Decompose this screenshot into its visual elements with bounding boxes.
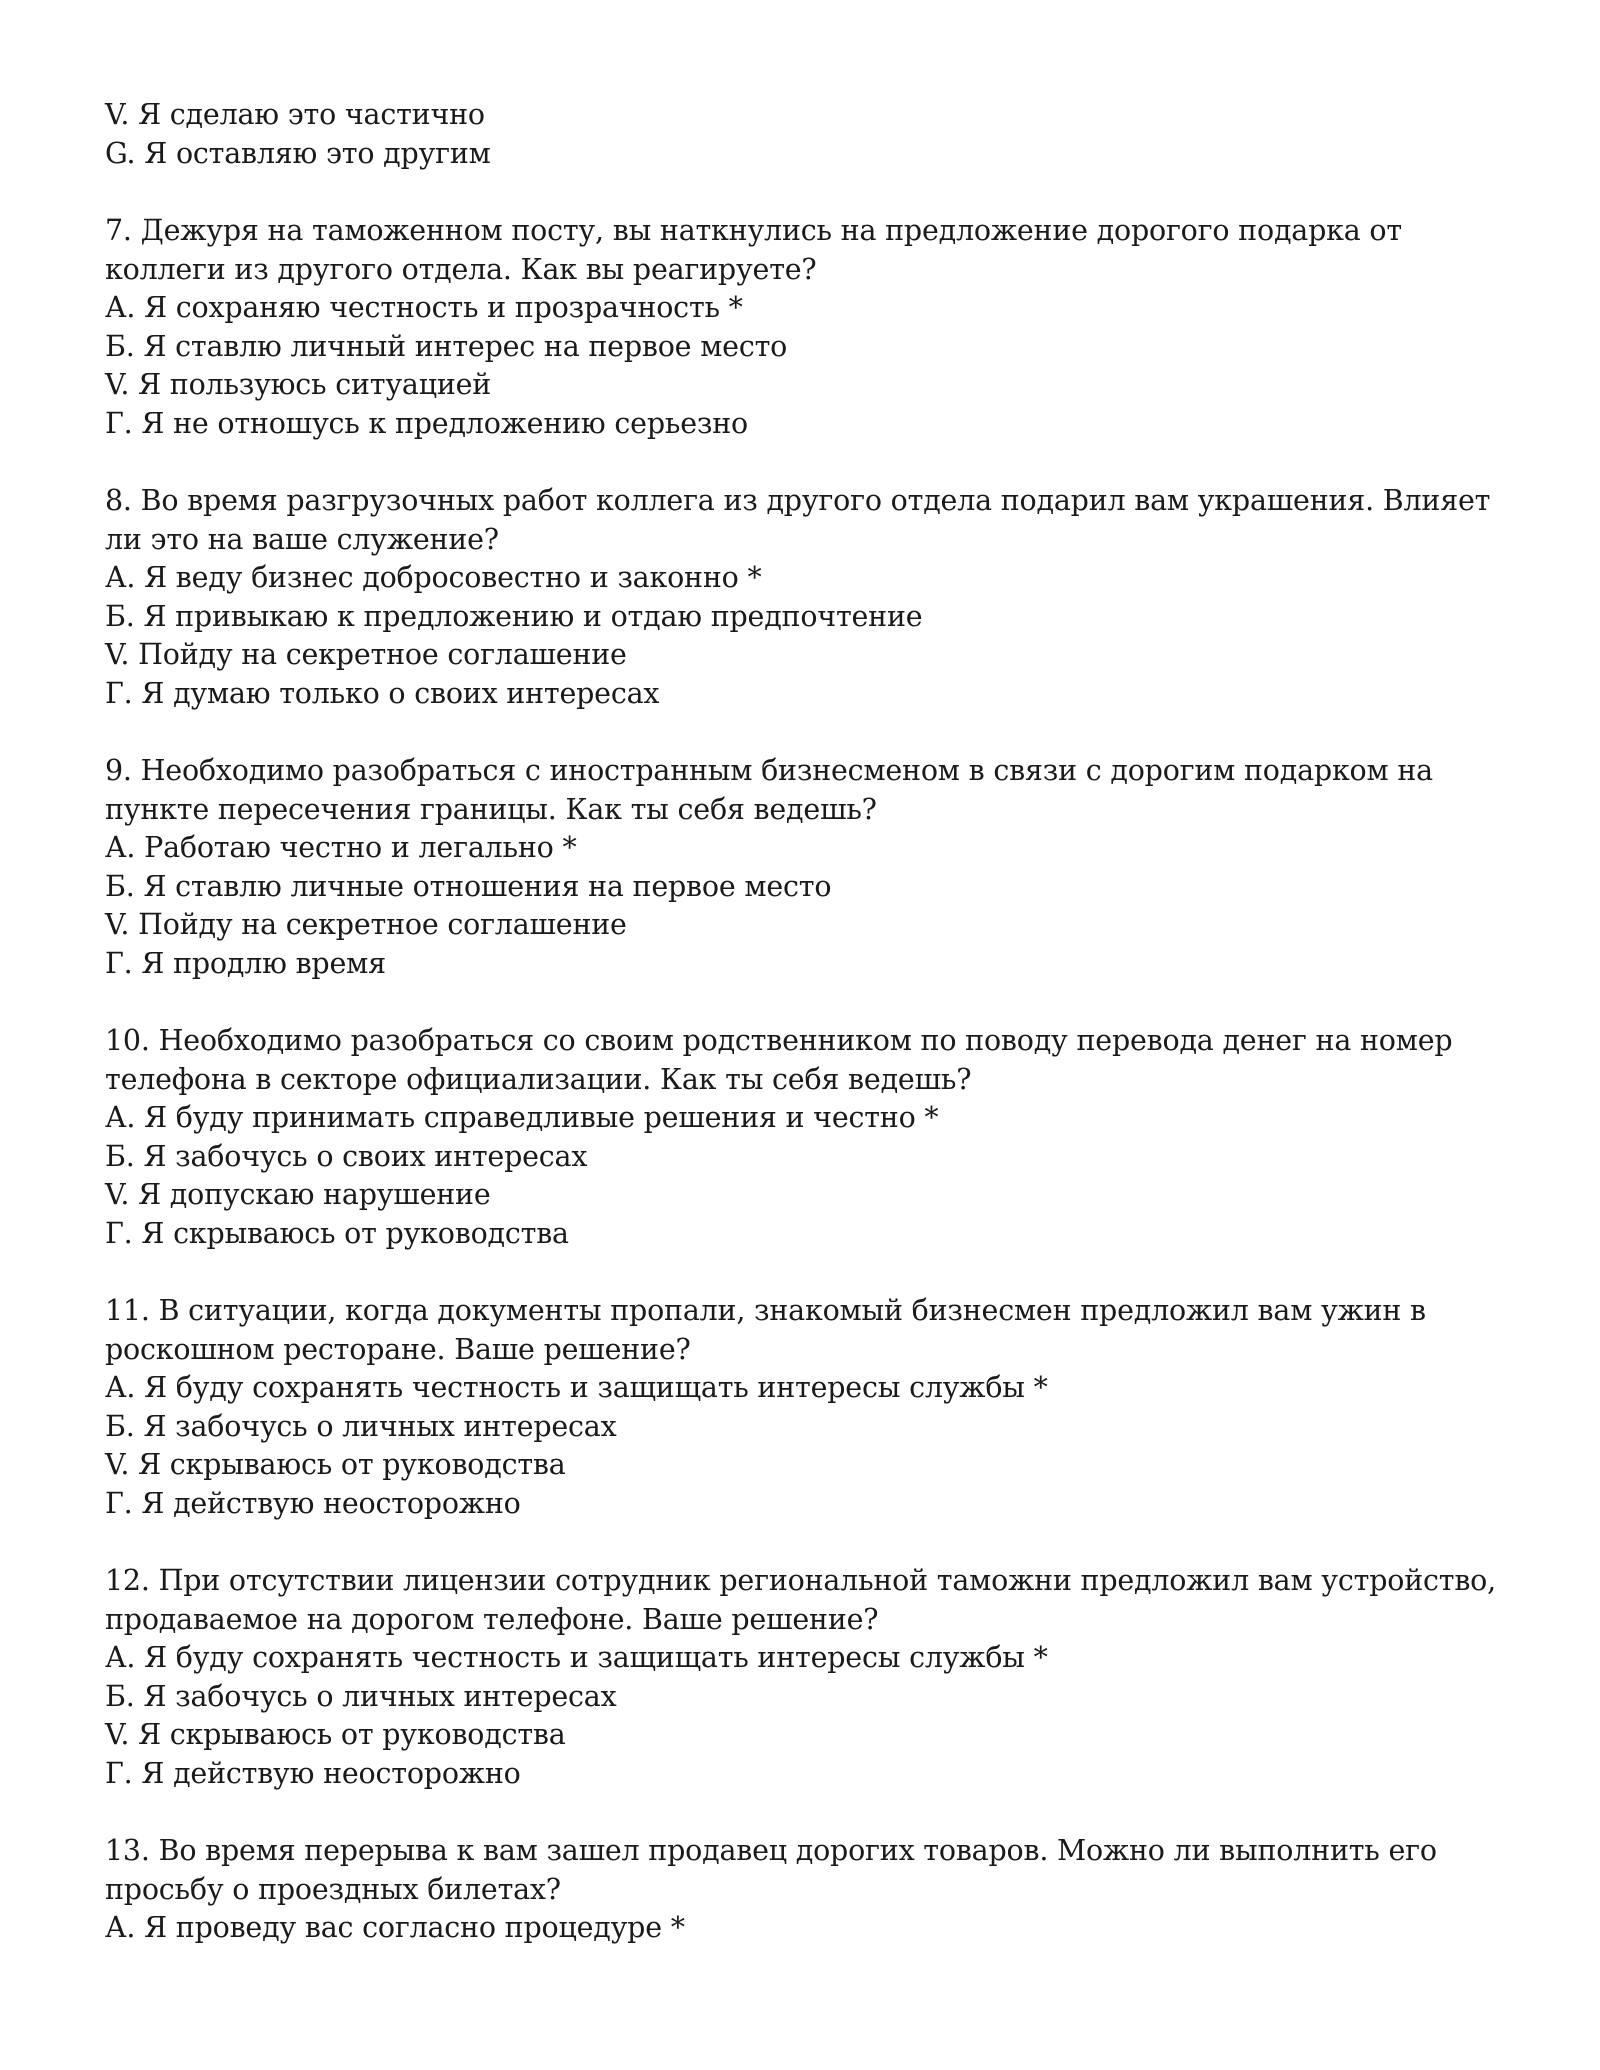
answer-option: Б. Я забочусь о личных интересах [105,1679,617,1713]
answer-option: А. Работаю честно и легально * [105,831,577,864]
answer-option: Г. Я действую неосторожно [105,1756,521,1790]
question-text: 7. Дежуря на таможенном посту, вы наткнулись на предложение дорогого подарка от коллеги из другого отдела. Как вы реагируете? [105,214,1402,286]
answer-option: А. Я буду сохранять честность и защищать интересы службы * [105,1371,1048,1404]
question-text: 11. В ситуации, когда документы пропали, знакомый бизнесмен предложил вам ужин в роскошном ресторане. Ваше решение? [105,1294,1426,1366]
question-text: 8. Во время разгрузочных работ коллега из другого отдела подарил вам украшения. Влияет ли это на ваше служение? [105,484,1491,556]
answer-option: Г. Я действую неосторожно [105,1486,521,1520]
answer-option: V. Я скрываюсь от руководства [105,1448,566,1481]
answer-option: Б. Я ставлю личный интерес на первое место [105,329,788,363]
question-block-7 [105,212,1545,443]
answer-option: V. Я пользуюсь ситуацией [105,368,492,401]
answer-option: V. Пойду на секретное соглашение [105,908,627,941]
answer-option: Б. Я забочусь о личных интересах [105,1409,617,1443]
answer-option: А. Я сохраняю честность и прозрачность * [105,291,743,324]
answer-option: G. Я оставляю это другим [105,136,491,170]
answer-option: Б. Я ставлю личные отношения на первое место [105,869,832,903]
answer-option: Г. Я скрываюсь от руководства [105,1216,569,1250]
answer-option: V. Я скрываюсь от руководства [105,1718,566,1751]
question-text: 13. Во время перерыва к вам зашел продавец дорогих товаров. Можно ли выполнить его просьбу о проездных билетах? [105,1834,1437,1906]
question-text: 9. Необходимо разобраться с иностранным бизнесменом в связи с дорогим подарком на пункте пересечения границы. Как ты себя ведешь? [105,754,1433,826]
question-block-10 [105,1022,1545,1253]
question-text: 12. При отсутствии лицензии сотрудник региональной таможни предложил вам устройство, продаваемое на дорогом телефоне. Ваше решение? [105,1564,1496,1636]
question-block-9 [105,752,1545,983]
question-block-11 [105,1292,1545,1523]
question-block-13 [105,1832,1545,1948]
document-page [105,96,1545,1948]
answer-option: Б. Я привыкаю к предложению и отдаю предпочтение [105,599,923,633]
answer-option: А. Я проведу вас согласно процедуре * [105,1911,685,1944]
intro-answers [105,96,1545,173]
question-block-8 [105,482,1545,713]
answer-option: V. Пойду на секретное соглашение [105,638,627,671]
answer-option: А. Я веду бизнес добросовестно и законно * [105,561,762,594]
answer-option: А. Я буду принимать справедливые решения и честно * [105,1101,939,1134]
answer-option: Г. Я не отношусь к предложению серьезно [105,406,748,440]
answer-option: А. Я буду сохранять честность и защищать интересы службы * [105,1641,1048,1674]
answer-option: Б. Я забочусь о своих интересах [105,1139,588,1173]
answer-option: Г. Я думаю только о своих интересах [105,676,660,710]
answer-option: Г. Я продлю время [105,946,386,980]
answer-option: V. Я сделаю это частично [105,98,485,131]
question-block-12 [105,1562,1545,1793]
question-text: 10. Необходимо разобраться со своим родственником по поводу перевода денег на номер телефона в секторе официализации. Как ты себя ведешь? [105,1024,1453,1096]
answer-option: V. Я допускаю нарушение [105,1178,491,1211]
